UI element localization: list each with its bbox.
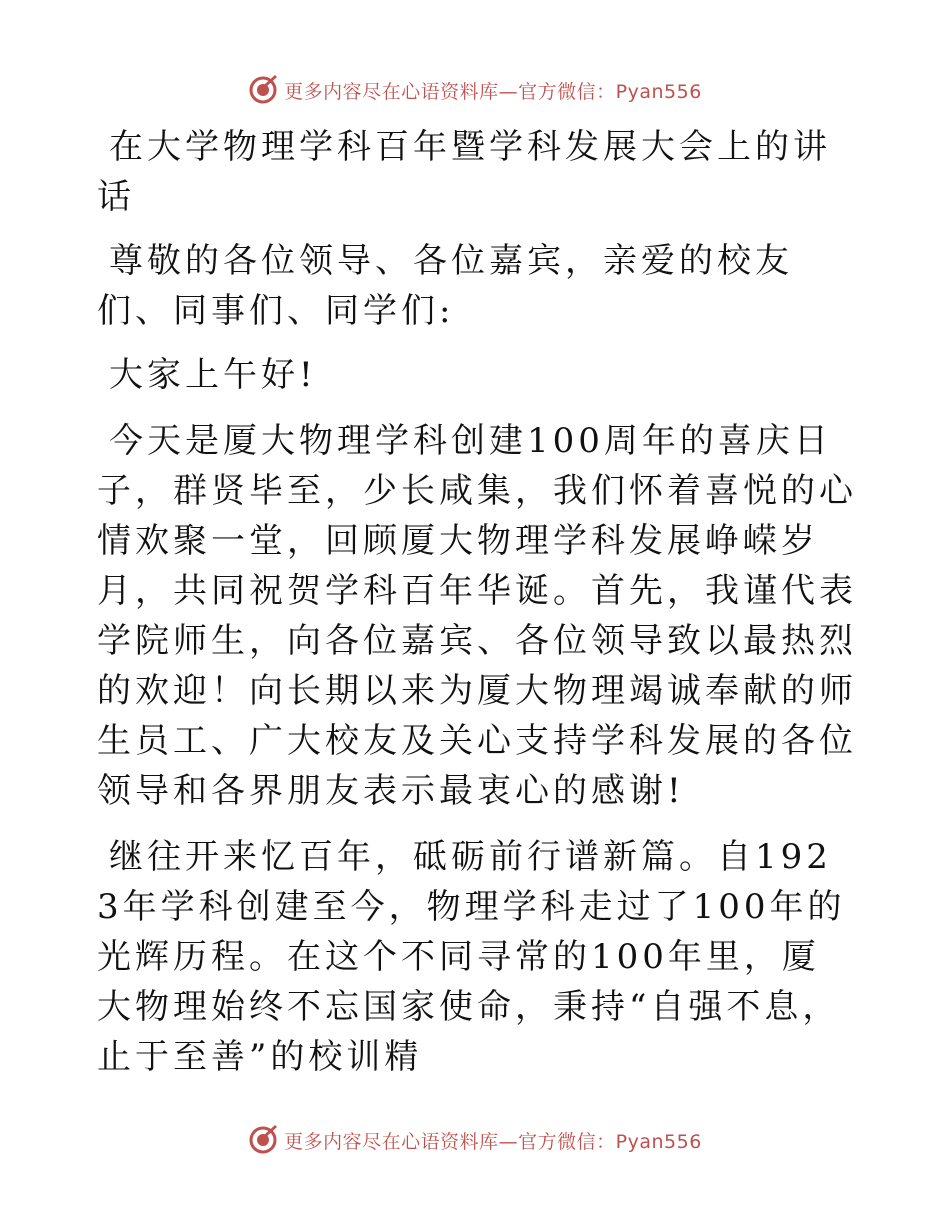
watermark-text: 更多内容尽在心语资料库—官方微信：Pyan556	[284, 80, 702, 103]
salutation: 尊敬的各位领导、各位嘉宾，亲爱的校友们、同事们、同学们:	[97, 241, 793, 331]
document-body	[97, 122, 857, 1082]
pen-logo-icon	[248, 1125, 278, 1155]
watermark-text: 更多内容尽在心语资料库—官方微信：Pyan556	[284, 1130, 702, 1153]
pen-logo-icon	[248, 75, 278, 105]
greeting-line: 大家上午好!	[109, 355, 317, 395]
watermark-footer	[0, 1120, 950, 1160]
paragraph: 今天是厦大物理学科创建100周年的喜庆日子，群贤毕至，少长咸集，我们怀着喜悦的心情欢聚一堂，回顾厦大物理学科发展峥嵘岁月，共同祝贺学科百年华诞。首先，我谨代表学院师生，向各位嘉宾、各位领导致以最热烈的欢迎！向长期以来为厦大物理竭诚奉献的师生员工、广大校友及关心支持学科发展的各位领导和各界朋友表示最衷心的感谢!	[97, 421, 857, 811]
watermark-header	[0, 70, 950, 110]
paragraph: 继往开来忆百年，砥砺前行谱新篇。自1923年学科创建至今，物理学科走过了100年的光辉历程。在这个不同寻常的100年里，厦大物理始终不忘国家使命，秉持“自强不息，止于至善”的校训精	[97, 837, 846, 1077]
speech-title: 在大学物理学科百年暨学科发展大会上的讲话	[97, 127, 831, 217]
